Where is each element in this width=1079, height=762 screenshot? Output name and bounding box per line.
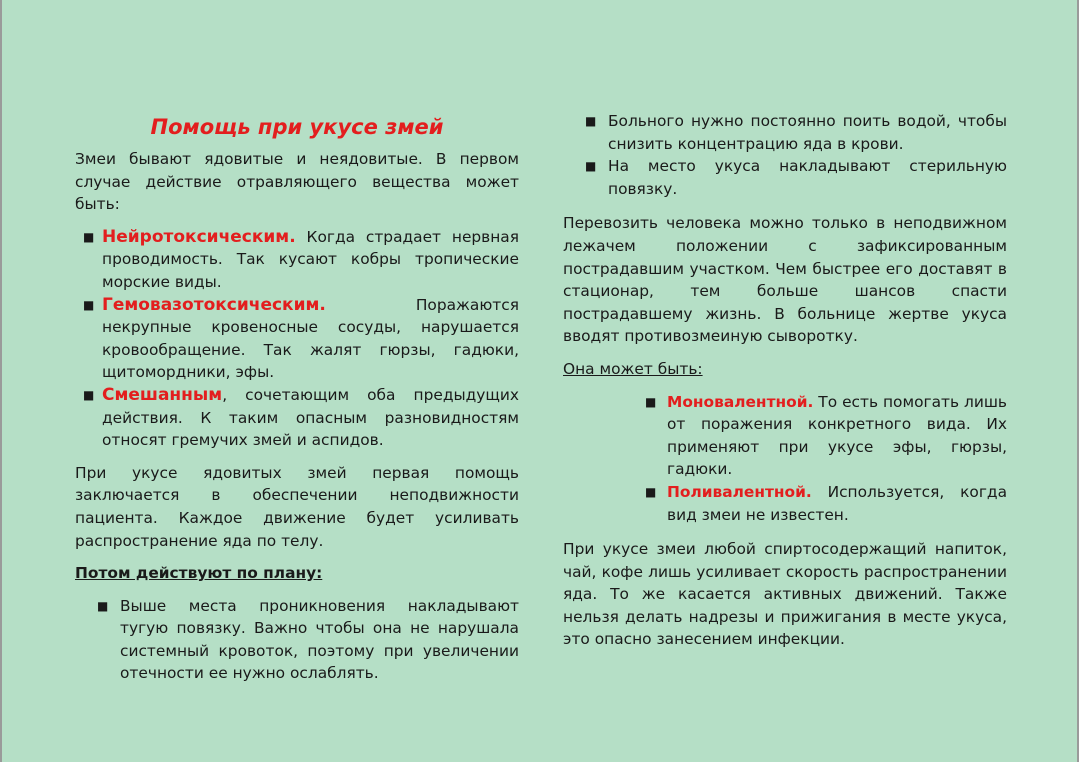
plan-item-text: Больного нужно постоянно поить водой, чтобы снизить концентрацию яда в крови. bbox=[608, 112, 1007, 153]
square-bullet-icon: ■ bbox=[97, 598, 109, 613]
list-item bbox=[75, 384, 519, 452]
venom-type-name: Гемовазотоксическим. bbox=[102, 294, 326, 315]
list-item bbox=[563, 391, 1007, 481]
plan-item-text: Выше места проникновения накладывают тугую повязку. Важно чтобы она не нарушала системный кровоток, поэтому при увеличении отечности ее нужно ослаблять. bbox=[120, 596, 519, 683]
venom-type-text: Поражаются некрупные кровеносные сосуды, нарушается кровообращение. Так жалят гюрзы, гадюки, щитомордники, эфы. bbox=[102, 295, 519, 382]
square-bullet-icon: ■ bbox=[645, 394, 657, 409]
first-aid-paragraph: При укусе ядовитых змей первая помощь заключается в обеспечении неподвижности пациента. Каждое движение будет усиливать распространение яда по телу. bbox=[75, 463, 519, 550]
left-column bbox=[75, 110, 519, 685]
transport-paragraph: Перевозить человека можно только в неподвижном лежачем положении с зафиксированным пострадавшим участком. Чем быстрее его доставят в стационар, тем больше шансов спасти пострадавшему жизнь. В больнице жертве укуса вводят противозмеиную сыворотку. bbox=[563, 214, 1007, 346]
serum-type-name: Поливалентной. bbox=[667, 482, 812, 501]
serum-type-text: Используется, когда вид змеи не известен. bbox=[667, 482, 1007, 524]
list-item bbox=[563, 110, 1007, 155]
serum-types-list bbox=[563, 391, 1007, 527]
venom-type-text: Когда страдает нервная проводимость. Так кусают кобры тропические морские виды. bbox=[102, 227, 519, 291]
warning-paragraph: При укусе змеи любой спиртосодержащий напиток, чай, кофе лишь усиливает скорость распространении яда. То же касается активных движений. Также нельзя делать надрезы и прижигания в месте укуса, это опасно занесением инфекции. bbox=[563, 540, 1007, 649]
venom-types-list bbox=[75, 226, 519, 452]
venom-type-text: , сочетающим оба предыдущих действия. К таким опасным разновидностям относят гремучих змей и аспидов. bbox=[102, 385, 519, 450]
venom-type-name: Нейротоксическим. bbox=[102, 226, 296, 247]
serum-heading: Она может быть: bbox=[563, 359, 703, 378]
serum-type-name: Моновалентной. bbox=[667, 392, 814, 411]
plan-item-text: На место укуса накладывают стерильную повязку. bbox=[608, 157, 1007, 198]
list-item bbox=[75, 226, 519, 294]
square-bullet-icon: ■ bbox=[83, 297, 95, 312]
list-item bbox=[563, 155, 1007, 200]
venom-type-name: Смешанным bbox=[102, 384, 223, 405]
plan-heading: Потом действуют по плану: bbox=[75, 564, 323, 583]
list-item bbox=[75, 294, 519, 384]
page-title: Помощь при укусе змей bbox=[150, 115, 444, 139]
square-bullet-icon: ■ bbox=[585, 159, 597, 174]
plan-list-continued bbox=[563, 110, 1007, 200]
plan-list bbox=[75, 595, 519, 685]
right-column bbox=[563, 110, 1007, 651]
square-bullet-icon: ■ bbox=[585, 114, 597, 128]
square-bullet-icon: ■ bbox=[645, 484, 657, 499]
serum-type-text: То есть помогать лишь от поражения конкретного вида. Их применяют при укусе эфы, гюрзы, гадюки. bbox=[667, 392, 1007, 479]
square-bullet-icon: ■ bbox=[83, 229, 95, 244]
intro-paragraph: Змеи бывают ядовитые и неядовитые. В первом случае действие отравляющего вещества может быть: bbox=[75, 150, 519, 214]
page-left-edge bbox=[0, 0, 2, 762]
list-item bbox=[75, 595, 519, 685]
list-item bbox=[563, 481, 1007, 526]
square-bullet-icon: ■ bbox=[83, 387, 95, 402]
